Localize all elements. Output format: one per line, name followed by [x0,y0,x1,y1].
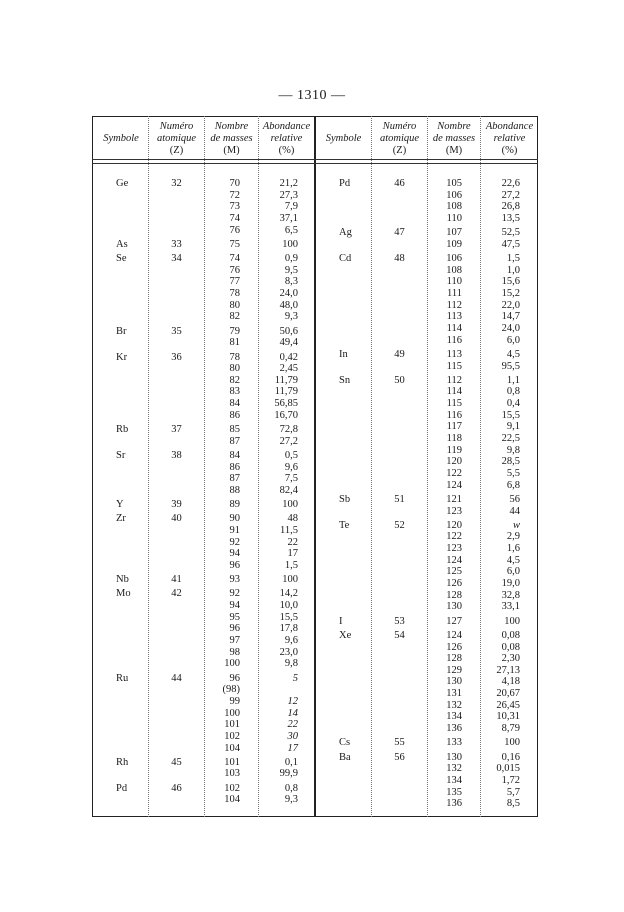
mass-number: 96 [229,623,240,635]
mass-number: 102 [224,730,240,742]
relative-abundance: 6,5 [284,224,298,236]
header-rule [92,159,538,160]
mass-number: 125 [446,566,462,578]
atomic-number: 56 [394,751,405,763]
header-line: Symbole [103,133,139,144]
atomic-number: 40 [171,513,182,525]
header-line: (%) [501,145,518,156]
relative-abundance: 2,30 [501,653,520,665]
relative-abundance: 22 [287,719,298,731]
col-divider [371,116,372,817]
mass-number: 89 [229,499,240,511]
mass-number: 78 [229,351,240,363]
element-symbol: Te [339,519,350,531]
relative-abundance: 7,9 [284,201,298,213]
atomic-number: 39 [171,499,182,511]
relative-abundance: 8,3 [284,276,298,288]
relative-abundance: 27,3 [279,189,298,201]
relative-abundance: 23,0 [279,646,298,658]
relative-abundance: 5,7 [506,786,520,798]
mass-number: 82 [229,374,240,386]
relative-abundance: 0,8 [506,386,520,398]
header-line: atomique [379,133,420,144]
header-line: (Z) [392,145,407,156]
relative-abundance: 33,1 [501,601,520,613]
relative-abundance: 100 [282,499,298,511]
header-line: Abondance [485,121,534,132]
relative-abundance: 0,8 [284,782,298,794]
relative-abundance: 7,5 [284,473,298,485]
col-divider [204,116,205,817]
relative-abundance: 30 [287,730,298,742]
mass-number: 80 [229,363,240,375]
relative-abundance: 50,6 [279,325,298,337]
header-line: Nombre [437,121,471,132]
relative-abundance: 0,42 [279,351,298,363]
relative-abundance: 9,5 [284,264,298,276]
mass-number: 90 [229,513,240,525]
element-symbol: As [116,238,128,250]
mass-number: 124 [446,554,462,566]
mass-number: 116 [446,409,462,421]
element-symbol: Rh [116,756,129,768]
relative-abundance: 10,31 [496,711,520,723]
header-cell [316,133,371,145]
atomic-number: 41 [171,574,182,586]
element-symbol: In [339,348,348,360]
relative-abundance: 5 [292,672,298,684]
mass-number: 133 [446,737,462,749]
relative-abundance: 48,0 [279,299,298,311]
header-line: (M) [445,145,463,156]
element-symbol: Cs [339,737,351,749]
atomic-number: 55 [394,737,405,749]
relative-abundance: 14 [287,707,298,719]
mass-number: 100 [224,658,240,670]
mass-number: 83 [229,386,240,398]
mass-number: 110 [446,212,462,224]
relative-abundance: 37,1 [279,212,298,224]
element-symbol: Kr [116,351,128,363]
mass-number: 129 [446,664,462,676]
atomic-number: 52 [394,519,405,531]
col-divider [427,116,428,817]
relative-abundance: 6,0 [506,566,520,578]
mass-number: 126 [446,641,462,653]
mass-number: 114 [446,386,462,398]
mass-number: 78 [229,288,240,300]
header-cell [428,121,480,157]
atomic-number: 46 [171,782,182,794]
relative-abundance: 99,9 [279,768,298,780]
header-cell [149,121,204,157]
mass-number: 113 [446,311,462,323]
atomic-number: 36 [171,351,182,363]
mass-number: 136 [446,723,462,735]
mass-number: 128 [446,589,462,601]
mass-number: 131 [446,688,462,700]
atomic-number: 32 [171,178,182,189]
mass-number: 70 [229,178,240,189]
header-cell [205,121,258,157]
relative-abundance: 9,1 [506,421,520,433]
element-symbol: Cd [339,253,352,265]
mass-number: 76 [229,224,240,236]
relative-abundance: 26,8 [501,201,520,213]
relative-abundance: 22,5 [501,433,520,445]
relative-abundance: 28,5 [501,456,520,468]
mass-number: 107 [446,227,462,239]
relative-abundance: 0,9 [284,253,298,265]
mass-number: 134 [446,774,462,786]
relative-abundance: 9,6 [284,635,298,647]
mass-number: 76 [229,264,240,276]
header-line: (M) [223,145,240,156]
mass-number: 74 [229,253,240,265]
relative-abundance: 14,2 [279,588,298,600]
relative-abundance: w [512,519,520,531]
mass-number: 111 [447,288,462,300]
relative-abundance: 11,5 [280,525,298,536]
mass-number: 122 [446,531,462,543]
relative-abundance: 0,16 [501,751,520,763]
relative-abundance: 6,0 [506,334,520,346]
header-line: (Z) [169,145,184,156]
header-cell [481,121,538,157]
relative-abundance: 14,7 [501,311,520,323]
mass-number: 98 [229,646,240,658]
relative-abundance: 11,79 [274,374,298,386]
mass-number: 84 [229,398,240,410]
mass-number: 108 [446,264,462,276]
mass-number: 99 [229,695,240,707]
relative-abundance: 95,5 [501,360,520,372]
mass-number: 123 [446,543,462,555]
relative-abundance: 9,6 [284,461,298,473]
mass-number: 101 [224,719,240,731]
atomic-number: 38 [171,449,182,461]
relative-abundance: 56 [509,493,520,505]
element-symbol: Xe [339,629,352,641]
relative-abundance: 100 [504,737,520,749]
element-symbol: Sr [116,449,126,461]
relative-abundance: 5,5 [506,468,520,479]
relative-abundance: 0,08 [501,629,520,641]
header-line: (%) [278,145,295,156]
mass-number: 134 [446,711,462,723]
relative-abundance: 20,67 [496,688,520,700]
element-symbol: Rb [116,424,129,435]
atomic-number: 54 [394,629,405,641]
mass-number: (98) [222,684,240,696]
mass-number: 113 [446,348,462,360]
mass-number: 84 [229,449,240,461]
header-line: Numéro [159,121,194,132]
atomic-number: 37 [171,424,182,435]
relative-abundance: 4,5 [506,348,520,360]
mass-number: 86 [229,409,240,421]
atomic-number: 48 [394,253,405,265]
mass-number: 103 [224,768,240,780]
mass-number: 104 [224,794,240,806]
atomic-number: 34 [171,253,182,265]
mass-number: 117 [446,421,462,433]
relative-abundance: 9,3 [284,311,298,323]
mass-number: 120 [446,519,462,531]
relative-abundance: 2,45 [279,363,298,375]
atomic-number: 45 [171,756,182,768]
element-symbol: Ba [339,751,351,763]
mass-number: 102 [224,782,240,794]
relative-abundance: 8,5 [506,798,520,810]
relative-abundance: 100 [282,574,298,586]
relative-abundance: 9,8 [506,444,520,456]
relative-abundance: 27,2 [501,189,520,201]
atomic-number: 44 [171,672,182,684]
col-divider [480,116,481,817]
relative-abundance: 0,08 [501,641,520,653]
relative-abundance: 15,5 [501,409,520,421]
relative-abundance: 17,8 [279,623,298,635]
header-line: Numéro [382,121,417,132]
mass-number: 118 [446,433,462,445]
mass-number: 112 [446,299,462,311]
element-symbol: Sb [339,493,351,505]
mass-number: 106 [446,253,462,265]
relative-abundance: 22,0 [501,299,520,311]
relative-abundance: 4,5 [506,554,520,566]
element-symbol: Mo [116,588,131,600]
header-line: Symbole [325,133,362,144]
relative-abundance: 22,6 [501,178,520,189]
relative-abundance: 52,5 [501,227,520,239]
relative-abundance: 24,0 [501,323,520,334]
mass-number: 96 [229,672,240,684]
relative-abundance: 72,8 [279,424,298,435]
relative-abundance: 22 [287,536,298,548]
mass-number: 130 [446,676,462,688]
header-cell [372,121,427,157]
element-symbol: Y [116,499,124,511]
relative-abundance: 10,0 [279,600,298,612]
relative-abundance: 27,13 [496,664,520,676]
mass-number: 108 [446,201,462,213]
mass-number: 94 [229,600,240,612]
relative-abundance: 1,6 [506,543,520,555]
mass-number: 72 [229,189,240,201]
relative-abundance: 47,5 [501,238,520,250]
relative-abundance: 0,5 [284,449,298,461]
header-line: Abondance [262,121,311,132]
relative-abundance: 21,2 [279,178,298,189]
mass-number: 123 [446,505,462,517]
relative-abundance: 9,8 [284,658,298,670]
element-symbol: Pd [116,782,128,794]
mass-number: 97 [229,635,240,647]
mass-number: 79 [229,325,240,337]
atomic-number: 53 [394,615,405,627]
mass-number: 92 [229,588,240,600]
relative-abundance: 13,5 [501,212,520,224]
mass-number: 87 [229,435,240,447]
relative-abundance: 16,70 [274,409,298,421]
relative-abundance: 6,8 [506,479,520,491]
mass-number: 105 [446,178,462,189]
relative-abundance: 1,1 [506,374,520,386]
mass-number: 128 [446,653,462,665]
atomic-number: 51 [394,493,405,505]
relative-abundance: 100 [282,238,298,250]
element-symbol: Ge [116,178,129,189]
mass-number: 116 [446,334,462,346]
mass-number: 135 [446,786,462,798]
mass-number: 126 [446,578,462,590]
relative-abundance: 100 [504,615,520,627]
mass-number: 119 [446,444,462,456]
header-rule [92,163,538,164]
element-symbol: I [339,615,343,627]
mass-number: 74 [229,212,240,224]
relative-abundance: 1,5 [284,559,298,571]
relative-abundance: 15,2 [501,288,520,300]
relative-abundance: 0,4 [506,398,520,410]
element-symbol: Ru [116,672,129,684]
header-line: de masses [210,133,253,144]
header-line: Nombre [214,121,249,132]
relative-abundance: 48 [287,513,298,525]
relative-abundance: 15,6 [501,276,520,288]
atomic-number: 42 [171,588,182,600]
element-symbol: Sn [339,374,351,386]
mass-number: 114 [446,323,462,334]
header-line: atomique [156,133,197,144]
mass-number: 75 [229,238,240,250]
mass-number: 95 [229,611,240,623]
relative-abundance: 12 [287,695,298,707]
relative-abundance: 0,1 [284,756,298,768]
relative-abundance: 1,72 [501,774,520,786]
mass-number: 93 [229,574,240,586]
col-divider [148,116,149,817]
mass-number: 112 [446,374,462,386]
mass-number: 96 [229,559,240,571]
atomic-number: 33 [171,238,182,250]
atomic-number: 47 [394,227,405,239]
mass-number: 124 [446,629,462,641]
mass-number: 73 [229,201,240,213]
element-symbol: Ag [339,227,352,239]
mass-number: 87 [229,473,240,485]
header-line: relative [270,133,303,144]
mass-number: 86 [229,461,240,473]
center-divider [314,116,316,817]
mass-number: 130 [446,751,462,763]
relative-abundance: 9,3 [284,794,298,806]
relative-abundance: 27,2 [279,435,298,447]
relative-abundance: 15,5 [279,611,298,623]
mass-number: 132 [446,763,462,775]
relative-abundance: 17 [287,548,298,560]
relative-abundance: 44 [509,505,520,517]
relative-abundance: 0,015 [496,763,520,775]
mass-number: 101 [224,756,240,768]
mass-number: 91 [229,525,240,536]
relative-abundance: 1,5 [506,253,520,265]
mass-number: 82 [229,311,240,323]
mass-number: 94 [229,548,240,560]
header-cell [94,133,148,145]
mass-number: 88 [229,484,240,496]
element-symbol: Br [116,325,127,337]
mass-number: 85 [229,424,240,435]
relative-abundance: 49,4 [279,337,298,349]
header-cell [259,121,314,157]
relative-abundance: 19,0 [501,578,520,590]
atomic-number: 35 [171,325,182,337]
mass-number: 130 [446,601,462,613]
element-symbol: Se [116,253,127,265]
mass-number: 120 [446,456,462,468]
element-symbol: Zr [116,513,126,525]
relative-abundance: 26,45 [496,699,520,711]
mass-number: 136 [446,798,462,810]
mass-number: 77 [229,276,240,288]
mass-number: 122 [446,468,462,479]
mass-number: 132 [446,699,462,711]
relative-abundance: 4,18 [501,676,520,688]
relative-abundance: 17 [287,742,298,754]
header-line: de masses [432,133,476,144]
relative-abundance: 1,0 [506,264,520,276]
mass-number: 81 [229,337,240,349]
mass-number: 100 [224,707,240,719]
mass-number: 115 [446,398,462,410]
mass-number: 106 [446,189,462,201]
relative-abundance: 56,85 [274,398,298,410]
mass-number: 127 [446,615,462,627]
relative-abundance: 2,9 [506,531,520,543]
mass-number: 80 [229,299,240,311]
col-divider [258,116,259,817]
header-line: relative [493,133,526,144]
element-symbol: Nb [116,574,129,586]
mass-number: 124 [446,479,462,491]
mass-number: 92 [229,536,240,548]
atomic-number: 46 [394,178,405,189]
atomic-number: 50 [394,374,405,386]
relative-abundance: 8,79 [501,723,520,735]
mass-number: 104 [224,742,240,754]
relative-abundance: 24,0 [279,288,298,300]
mass-number: 115 [446,360,462,372]
mass-number: 121 [446,493,462,505]
mass-number: 110 [446,276,462,288]
relative-abundance: 11,79 [274,386,298,398]
mass-number: 109 [446,238,462,250]
relative-abundance: 82,4 [279,484,298,496]
page-number: — 1310 — [278,88,346,103]
atomic-number: 49 [394,348,405,360]
element-symbol: Pd [339,178,351,189]
relative-abundance: 32,8 [501,589,520,601]
